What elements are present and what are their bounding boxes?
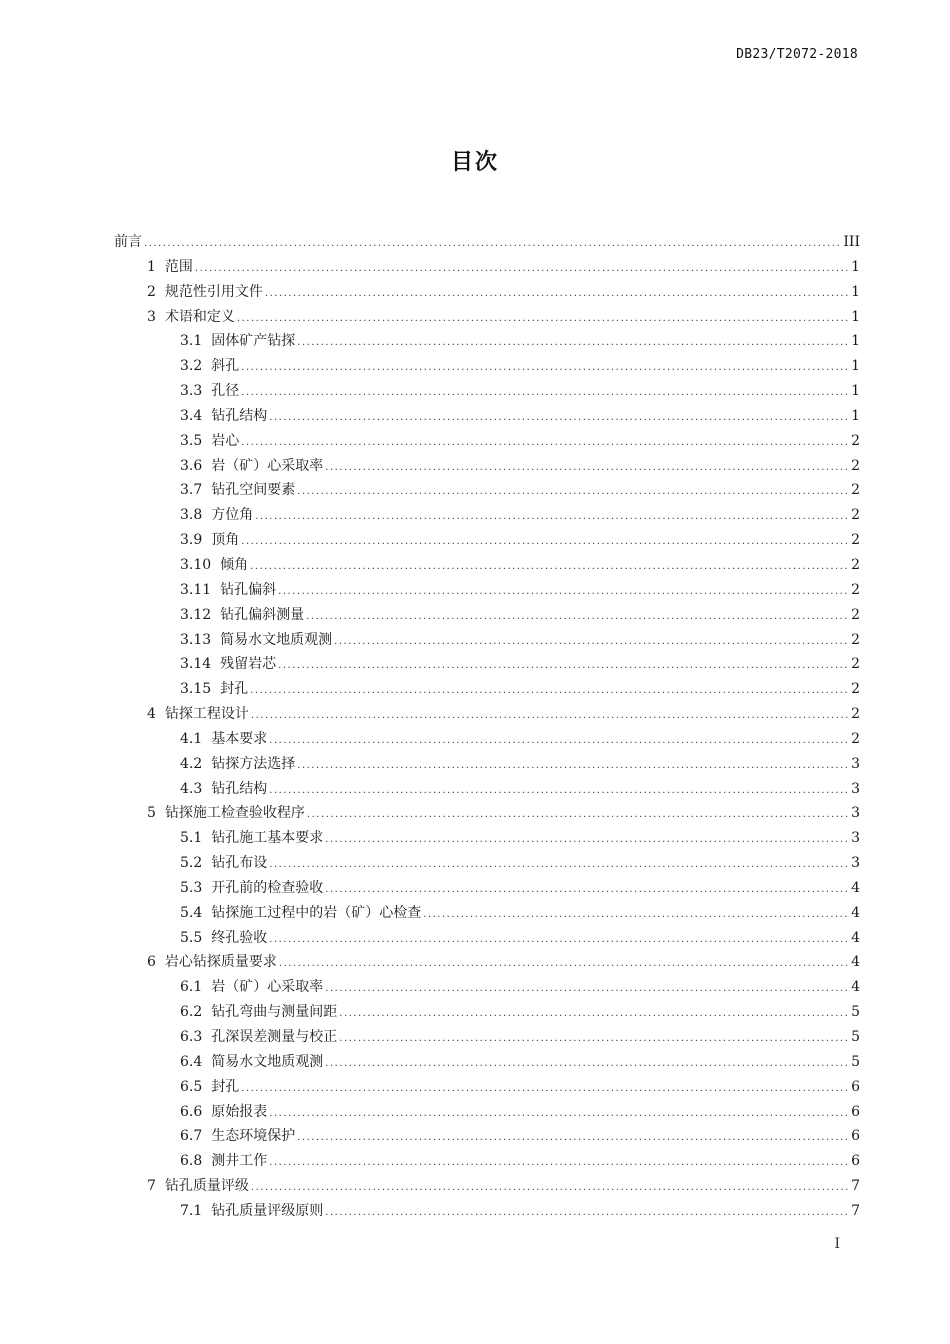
toc-leader-dots xyxy=(339,1029,849,1049)
toc-entry-page: 4 xyxy=(851,954,860,971)
toc-leader-dots xyxy=(269,408,849,428)
page-number: I xyxy=(834,1236,840,1252)
toc-leader-dots xyxy=(250,557,849,577)
toc-entry-title: 倾角 xyxy=(220,556,249,573)
toc-entry-page: 2 xyxy=(851,631,860,648)
toc-entry-page: III xyxy=(843,234,860,250)
toc-leader-dots xyxy=(195,259,849,279)
toc-entry-title: 钻孔弯曲与测量间距 xyxy=(211,1004,338,1021)
toc-entry-title: 岩心 xyxy=(211,432,240,449)
toc-leader-dots xyxy=(297,482,849,502)
toc-leader-dots xyxy=(251,706,849,726)
toc-entry-number: 6.5 xyxy=(180,1078,203,1095)
toc-entry-page: 4 xyxy=(851,929,860,946)
toc-leader-dots xyxy=(241,1079,849,1099)
toc-leader-dots xyxy=(278,656,849,676)
toc-entry-page: 2 xyxy=(851,606,860,623)
toc-entry-number: 5.3 xyxy=(180,879,203,896)
toc-entry[interactable] xyxy=(114,282,860,307)
toc-entry-page: 6 xyxy=(851,1153,860,1170)
toc-leader-dots xyxy=(325,1203,849,1223)
toc-entry-page: 3 xyxy=(851,805,860,822)
toc-entry-page: 4 xyxy=(851,979,860,996)
toc-entry-number: 5.1 xyxy=(180,830,203,847)
toc-entry-title: 方位角 xyxy=(211,507,254,524)
toc-entry-title: 钻孔布设 xyxy=(211,855,268,872)
toc-leader-dots xyxy=(325,880,849,900)
toc-entry-page: 1 xyxy=(851,333,860,350)
toc-entry[interactable] xyxy=(114,903,860,928)
toc-leader-dots xyxy=(279,954,849,974)
toc-entry-number: 6.4 xyxy=(180,1053,203,1070)
toc-leader-dots xyxy=(241,383,849,403)
toc-leader-dots xyxy=(144,234,841,254)
toc-entry-number: 6.1 xyxy=(180,979,203,996)
toc-entry-page: 2 xyxy=(851,532,860,549)
toc-entry-number: 3.3 xyxy=(180,383,203,400)
toc-entry-title: 钻探施工过程中的岩（矿）心检查 xyxy=(211,904,422,921)
toc-entry-title: 斜孔 xyxy=(211,358,240,375)
toc-entry-title: 岩（矿）心采取率 xyxy=(211,457,324,474)
toc-entry[interactable] xyxy=(114,1027,860,1052)
toc-entry-title: 钻探施工检查验收程序 xyxy=(164,805,305,822)
toc-entry[interactable] xyxy=(114,1201,860,1226)
toc-entry[interactable] xyxy=(114,928,860,953)
toc-leader-dots xyxy=(325,458,849,478)
toc-entry-title: 孔深误差测量与校正 xyxy=(211,1029,338,1045)
toc-leader-dots xyxy=(241,532,849,552)
toc-entry[interactable] xyxy=(114,331,860,356)
toc-entry[interactable] xyxy=(114,828,860,853)
toc-entry-number: 6.2 xyxy=(180,1004,203,1021)
toc-entry-page: 1 xyxy=(851,407,860,424)
toc-entry-page: 1 xyxy=(851,308,860,325)
toc-leader-dots xyxy=(269,1153,849,1173)
toc-entry-title: 岩心钻探质量要求 xyxy=(164,954,277,971)
toc-entry-page: 3 xyxy=(851,755,860,772)
toc-entry-page: 7 xyxy=(851,1178,860,1195)
toc-entry-title: 测井工作 xyxy=(211,1153,268,1170)
toc-entry[interactable] xyxy=(114,729,860,754)
toc-leader-dots xyxy=(241,358,849,378)
toc-entry[interactable] xyxy=(114,431,860,456)
toc-entry-page: 4 xyxy=(851,904,860,921)
toc-entry-page: 7 xyxy=(851,1202,860,1219)
toc-entry[interactable] xyxy=(114,555,860,580)
toc-entry-page: 3 xyxy=(851,830,860,847)
toc-leader-dots xyxy=(251,1178,849,1198)
toc-entry-title: 规范性引用文件 xyxy=(164,283,263,300)
toc-entry-number: 3.12 xyxy=(180,606,212,623)
toc-entry-title: 顶角 xyxy=(211,532,240,549)
toc-entry-page: 1 xyxy=(851,283,860,300)
toc-entry[interactable] xyxy=(114,779,860,804)
toc-entry-title: 钻孔质量评级 xyxy=(164,1178,249,1195)
toc-entry[interactable] xyxy=(114,1151,860,1176)
toc-entry-number: 4.3 xyxy=(180,780,203,797)
toc-entry-page: 4 xyxy=(851,879,860,896)
toc-leader-dots xyxy=(325,1054,849,1074)
toc-entry[interactable] xyxy=(114,803,860,828)
doc-code: DB23/T2072-2018 xyxy=(736,47,858,62)
toc-entry-number: 3 xyxy=(147,308,156,325)
toc-entry-number: 5.5 xyxy=(180,929,203,946)
toc-entry-page: 2 xyxy=(851,432,860,449)
toc-entry-page: 2 xyxy=(851,730,860,747)
toc-entry-title: 封孔 xyxy=(220,681,249,698)
toc-leader-dots xyxy=(255,507,849,527)
toc-entry[interactable] xyxy=(114,1126,860,1151)
toc-entry-title: 范围 xyxy=(164,258,193,275)
toc-entry-page: 3 xyxy=(851,780,860,797)
toc-entry[interactable] xyxy=(114,630,860,655)
toc-leader-dots xyxy=(297,333,849,353)
toc-entry[interactable] xyxy=(114,754,860,779)
toc-entry-number: 7.1 xyxy=(180,1202,203,1219)
toc-entry-title: 钻孔施工基本要求 xyxy=(211,830,324,847)
toc-leader-dots xyxy=(269,855,849,875)
toc-leader-dots xyxy=(297,1128,849,1148)
toc-entry-title: 前言 xyxy=(114,234,142,250)
toc-entry-page: 1 xyxy=(851,258,860,275)
toc-entry[interactable] xyxy=(114,1002,860,1027)
toc-entry[interactable] xyxy=(114,406,860,431)
toc-entry-title: 钻孔结构 xyxy=(211,780,268,797)
toc-entry-title: 钻孔偏斜测量 xyxy=(220,606,305,623)
toc-entry[interactable] xyxy=(114,654,860,679)
toc-leader-dots xyxy=(269,781,849,801)
toc-entry-number: 6.3 xyxy=(180,1029,203,1045)
toc-entry-page: 3 xyxy=(851,855,860,872)
toc-entry-title: 封孔 xyxy=(211,1078,240,1095)
toc-leader-dots xyxy=(334,632,849,652)
toc-entry-number: 3.7 xyxy=(180,482,203,499)
toc-entry-number: 4.2 xyxy=(180,755,203,772)
toc-entry[interactable] xyxy=(114,704,860,729)
toc-entry-number: 3.5 xyxy=(180,432,203,449)
toc-leader-dots xyxy=(269,930,849,950)
toc-entry-title: 基本要求 xyxy=(211,730,268,747)
toc-entry-number: 2 xyxy=(147,283,156,300)
toc-entry-number: 7 xyxy=(147,1178,156,1195)
toc-entry[interactable] xyxy=(114,952,860,977)
toc-entry[interactable] xyxy=(114,356,860,381)
toc-entry-page: 1 xyxy=(851,383,860,400)
toc-leader-dots xyxy=(325,979,849,999)
toc-leader-dots xyxy=(423,905,849,925)
toc-entry-number: 4.1 xyxy=(180,730,203,747)
toc-entry-number: 6 xyxy=(147,954,156,971)
toc-entry-number: 3.9 xyxy=(180,532,203,549)
toc-entry-page: 5 xyxy=(851,1029,860,1045)
toc-entry[interactable] xyxy=(114,505,860,530)
toc-leader-dots xyxy=(265,284,849,304)
toc-entry-page: 2 xyxy=(851,656,860,673)
toc-entry-page: 2 xyxy=(851,457,860,474)
toc-entry-number: 3.4 xyxy=(180,407,203,424)
toc-leader-dots xyxy=(339,1004,849,1024)
toc-entry-title: 简易水文地质观测 xyxy=(211,1053,324,1070)
toc-entry-title: 简易水文地质观测 xyxy=(220,631,333,648)
toc-entry-page: 2 xyxy=(851,581,860,598)
toc-entry-title: 开孔前的检查验收 xyxy=(211,879,324,896)
toc-entry-number: 6.7 xyxy=(180,1128,203,1145)
toc-entry[interactable] xyxy=(114,853,860,878)
toc-entry[interactable] xyxy=(114,480,860,505)
toc-entry-number: 5.4 xyxy=(180,904,203,921)
toc-entry[interactable] xyxy=(114,977,860,1002)
toc-entry[interactable] xyxy=(114,456,860,481)
toc-entry-number: 3.11 xyxy=(180,581,212,598)
toc-leader-dots xyxy=(325,830,849,850)
toc-entry-number: 6.6 xyxy=(180,1103,203,1120)
toc-entry[interactable] xyxy=(114,381,860,406)
toc-entry-page: 1 xyxy=(851,358,860,375)
toc-entry-page: 2 xyxy=(851,706,860,723)
toc-entry-number: 1 xyxy=(147,258,156,275)
toc-entry-title: 术语和定义 xyxy=(164,308,235,325)
toc-entry-title: 原始报表 xyxy=(211,1103,268,1120)
toc-entry[interactable] xyxy=(114,1102,860,1127)
toc-entry[interactable] xyxy=(114,1077,860,1102)
page-title: 目次 xyxy=(450,150,499,175)
toc-entry-number: 4 xyxy=(147,706,156,723)
toc-entry[interactable] xyxy=(114,580,860,605)
toc-leader-dots xyxy=(237,309,849,329)
toc-leader-dots xyxy=(250,681,849,701)
toc-leader-dots xyxy=(269,1104,849,1124)
toc-entry-title: 钻探方法选择 xyxy=(211,755,296,772)
toc-entry-page: 6 xyxy=(851,1103,860,1120)
toc-entry-title: 残留岩芯 xyxy=(220,656,277,673)
toc-entry-number: 3.15 xyxy=(180,681,212,698)
toc-entry[interactable] xyxy=(114,1052,860,1077)
toc-entry-title: 钻孔质量评级原则 xyxy=(211,1202,324,1219)
toc-entry-number: 3.2 xyxy=(180,358,203,375)
toc-entry[interactable] xyxy=(114,878,860,903)
toc-entry-title: 岩（矿）心采取率 xyxy=(211,979,324,996)
toc-entry-number: 3.10 xyxy=(180,556,212,573)
toc-entry-number: 5.2 xyxy=(180,855,203,872)
toc-entry[interactable] xyxy=(114,307,860,332)
toc-entry[interactable] xyxy=(114,679,860,704)
toc-entry-page: 6 xyxy=(851,1128,860,1145)
toc-entry-title: 终孔验收 xyxy=(211,929,268,946)
toc-entry-number: 3.6 xyxy=(180,457,203,474)
toc-leader-dots xyxy=(278,582,849,602)
toc-leader-dots xyxy=(241,433,849,453)
toc-entry-number: 5 xyxy=(147,805,156,822)
toc-entry[interactable] xyxy=(114,257,860,282)
toc-entry-title: 生态环境保护 xyxy=(211,1128,296,1145)
toc-entry-title: 钻孔偏斜 xyxy=(220,581,277,598)
toc-entry[interactable] xyxy=(114,530,860,555)
toc-entry-page: 5 xyxy=(851,1004,860,1021)
toc-entry-number: 3.8 xyxy=(180,507,203,524)
toc-leader-dots xyxy=(297,756,849,776)
table-of-contents xyxy=(114,232,860,1226)
toc-entry-number: 3.13 xyxy=(180,631,212,648)
toc-entry-page: 5 xyxy=(851,1053,860,1070)
toc-entry-page: 6 xyxy=(851,1078,860,1095)
toc-entry-number: 6.8 xyxy=(180,1153,203,1170)
toc-entry[interactable] xyxy=(114,605,860,630)
toc-entry-page: 2 xyxy=(851,556,860,573)
toc-leader-dots xyxy=(307,805,849,825)
toc-leader-dots xyxy=(269,731,849,751)
toc-entry-number: 3.14 xyxy=(180,656,212,673)
toc-entry-number: 3.1 xyxy=(180,333,203,350)
toc-entry-title: 钻孔结构 xyxy=(211,407,268,424)
toc-entry-title: 固体矿产钻探 xyxy=(211,333,296,350)
toc-entry-title: 孔径 xyxy=(211,383,240,400)
toc-entry[interactable] xyxy=(114,1176,860,1201)
toc-entry-page: 2 xyxy=(851,482,860,499)
toc-entry[interactable] xyxy=(114,232,860,257)
toc-leader-dots xyxy=(306,607,849,627)
toc-entry-page: 2 xyxy=(851,681,860,698)
toc-entry-title: 钻孔空间要素 xyxy=(211,482,296,499)
toc-entry-page: 2 xyxy=(851,507,860,524)
toc-entry-title: 钻探工程设计 xyxy=(164,706,249,723)
